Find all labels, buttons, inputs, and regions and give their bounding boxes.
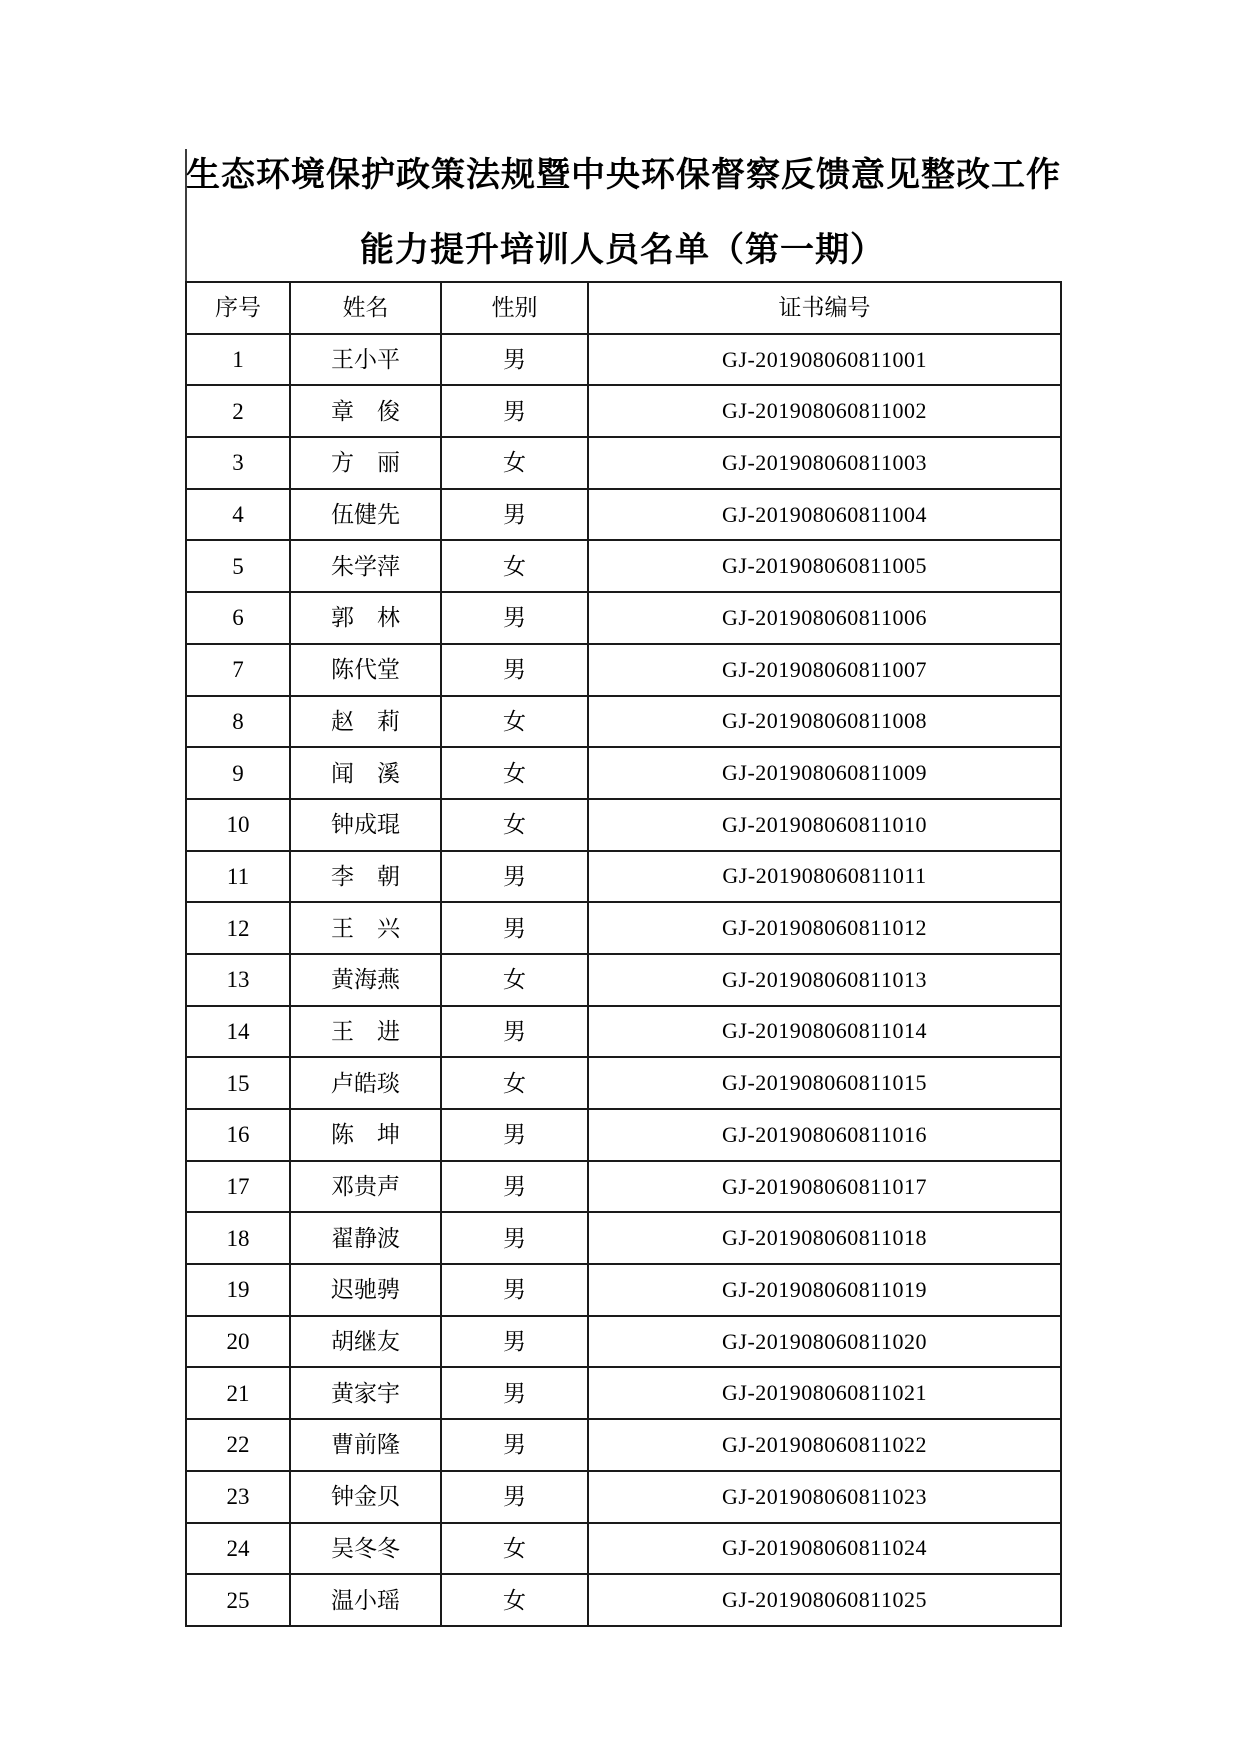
table-body [186,334,1061,1626]
cell-no: 5 [186,540,290,592]
cell-name: 方 丽 [290,437,441,489]
cell-name: 钟成琨 [290,799,441,851]
document-title-line1: 生态环境保护政策法规暨中央环保督察反馈意见整改工作 [186,157,1061,194]
cell-gender: 男 [441,1316,588,1368]
cell-no: 7 [186,644,290,696]
cell-cert: GJ-201908060811025 [588,1574,1061,1626]
table-row [186,1523,1061,1575]
cell-no: 1 [186,334,290,386]
cell-no: 22 [186,1419,290,1471]
cell-name: 陈 坤 [290,1109,441,1161]
cell-cert: GJ-201908060811010 [588,799,1061,851]
cell-no: 16 [186,1109,290,1161]
column-header-name: 姓名 [290,282,441,334]
cell-cert: GJ-201908060811003 [588,437,1061,489]
cell-gender: 男 [441,851,588,903]
cell-gender: 男 [441,489,588,541]
cell-no: 11 [186,851,290,903]
cell-name: 钟金贝 [290,1471,441,1523]
cell-name: 李 朝 [290,851,441,903]
cell-gender: 女 [441,1523,588,1575]
cell-gender: 男 [441,1212,588,1264]
table-row [186,1316,1061,1368]
cell-no: 2 [186,385,290,437]
cell-no: 8 [186,696,290,748]
cell-name: 曹前隆 [290,1419,441,1471]
document-title [186,138,1059,288]
cell-gender: 男 [441,1264,588,1316]
cell-name: 吴冬冬 [290,1523,441,1575]
cell-cert: GJ-201908060811013 [588,954,1061,1006]
table-row [186,902,1061,954]
table-row [186,644,1061,696]
table-row [186,1574,1061,1626]
cell-cert: GJ-201908060811021 [588,1367,1061,1419]
cell-name: 王小平 [290,334,441,386]
cell-cert: GJ-201908060811020 [588,1316,1061,1368]
personnel-table [185,281,1062,1627]
cell-gender: 女 [441,1057,588,1109]
column-header-gender: 性别 [441,282,588,334]
cell-gender: 男 [441,1471,588,1523]
cell-cert: GJ-201908060811005 [588,540,1061,592]
cell-name: 迟驰骋 [290,1264,441,1316]
cell-cert: GJ-201908060811011 [588,851,1061,903]
cell-gender: 女 [441,437,588,489]
cell-cert: GJ-201908060811009 [588,747,1061,799]
cell-name: 赵 莉 [290,696,441,748]
cell-name: 胡继友 [290,1316,441,1368]
cell-name: 闻 溪 [290,747,441,799]
cell-cert: GJ-201908060811019 [588,1264,1061,1316]
cell-gender: 男 [441,1161,588,1213]
cell-no: 25 [186,1574,290,1626]
cell-no: 15 [186,1057,290,1109]
cell-gender: 男 [441,385,588,437]
cell-gender: 女 [441,954,588,1006]
cell-name: 温小瑶 [290,1574,441,1626]
cell-no: 12 [186,902,290,954]
cell-gender: 男 [441,1367,588,1419]
cell-gender: 男 [441,334,588,386]
cell-cert: GJ-201908060811018 [588,1212,1061,1264]
cell-no: 14 [186,1006,290,1058]
cell-cert: GJ-201908060811016 [588,1109,1061,1161]
cell-name: 黄海燕 [290,954,441,1006]
cell-cert: GJ-201908060811014 [588,1006,1061,1058]
column-header-no: 序号 [186,282,290,334]
cell-name: 章 俊 [290,385,441,437]
cell-cert: GJ-201908060811024 [588,1523,1061,1575]
cell-name: 伍健先 [290,489,441,541]
cell-no: 17 [186,1161,290,1213]
cell-cert: GJ-201908060811001 [588,334,1061,386]
cell-no: 18 [186,1212,290,1264]
cell-no: 3 [186,437,290,489]
table-row [186,385,1061,437]
cell-name: 王 兴 [290,902,441,954]
cell-gender: 男 [441,902,588,954]
cell-gender: 男 [441,1419,588,1471]
cell-cert: GJ-201908060811012 [588,902,1061,954]
cell-no: 9 [186,747,290,799]
cell-no: 24 [186,1523,290,1575]
table-row [186,851,1061,903]
table-header-row [186,282,1061,334]
cell-name: 朱学萍 [290,540,441,592]
cell-no: 13 [186,954,290,1006]
table-row [186,1471,1061,1523]
table-row [186,799,1061,851]
cell-name: 郭 林 [290,592,441,644]
cell-name: 黄家宇 [290,1367,441,1419]
table-row [186,1057,1061,1109]
table-row [186,1109,1061,1161]
cell-gender: 男 [441,644,588,696]
table-row [186,334,1061,386]
cell-cert: GJ-201908060811017 [588,1161,1061,1213]
cell-gender: 男 [441,1109,588,1161]
cell-gender: 女 [441,696,588,748]
table-row [186,1367,1061,1419]
cell-cert: GJ-201908060811002 [588,385,1061,437]
table-row [186,1419,1061,1471]
table-row [186,1212,1061,1264]
cell-no: 19 [186,1264,290,1316]
cell-cert: GJ-201908060811022 [588,1419,1061,1471]
cell-name: 翟静波 [290,1212,441,1264]
cell-gender: 女 [441,799,588,851]
cell-gender: 女 [441,1574,588,1626]
cell-gender: 女 [441,540,588,592]
cell-cert: GJ-201908060811004 [588,489,1061,541]
cell-gender: 男 [441,592,588,644]
cell-cert: GJ-201908060811008 [588,696,1061,748]
cell-no: 20 [186,1316,290,1368]
cell-name: 卢皓琰 [290,1057,441,1109]
cell-no: 10 [186,799,290,851]
table-row [186,1264,1061,1316]
cell-gender: 女 [441,747,588,799]
cell-no: 4 [186,489,290,541]
table-row [186,696,1061,748]
cell-name: 邓贵声 [290,1161,441,1213]
cell-cert: GJ-201908060811007 [588,644,1061,696]
table-row [186,592,1061,644]
cell-name: 王 进 [290,1006,441,1058]
table-row [186,1161,1061,1213]
cell-cert: GJ-201908060811015 [588,1057,1061,1109]
table-row [186,1006,1061,1058]
cell-gender: 男 [441,1006,588,1058]
column-header-cert: 证书编号 [588,282,1061,334]
document-title-line2: 能力提升培训人员名单（第一期） [360,232,885,269]
table-row [186,954,1061,1006]
cell-cert: GJ-201908060811023 [588,1471,1061,1523]
cell-no: 21 [186,1367,290,1419]
table-row [186,437,1061,489]
cell-no: 23 [186,1471,290,1523]
table-row [186,747,1061,799]
cell-cert: GJ-201908060811006 [588,592,1061,644]
table-row [186,540,1061,592]
cell-no: 6 [186,592,290,644]
cell-name: 陈代堂 [290,644,441,696]
table-row [186,489,1061,541]
